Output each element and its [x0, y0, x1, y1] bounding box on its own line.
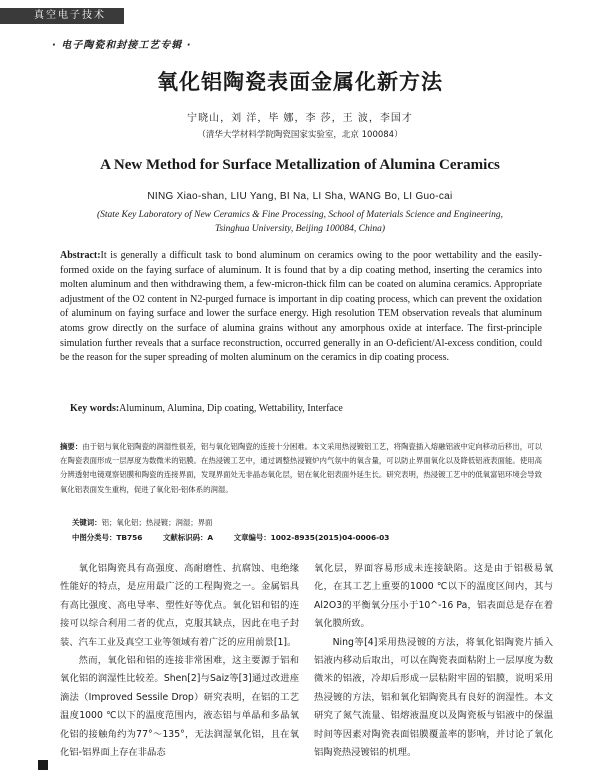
affiliation-english-line1: (State Key Laboratory of New Ceramics & Fine Processing, School of Materials Science and Engineering, — [97, 210, 503, 220]
abstract-chinese-text: 由于铝与氧化铝陶瓷的润湿性很差，铝与氧化铝陶瓷的连接十分困难。本文采用热浸镀铝工艺，将陶瓷插入熔融铝液中定向移动后移出，可以在陶瓷表面形成一层厚度为数微米的铝膜。在热浸镀工艺中，通过调整热浸镀炉内气氛中的氧含量，可以防止界面氧化以及降低铝液表面能。使用高分辨透射电镜观察铝膜和陶瓷的连接界面，发现界面处无非晶态氧化层，铝在氧化铝表面外延生长。研究表明，热浸镀工艺中的低氧富铝环境会导致氧化铝表面发生重构，促进了氧化铝-铝体系的润湿。 — [60, 442, 542, 494]
journal-name: 真空电子技术 — [0, 8, 124, 24]
body-right-column — [314, 560, 553, 762]
body-left-paragraph-2: 然而，氧化铝和铝的连接非常困难，这主要源于铝和氧化铝的润湿性比较差。Shen[2]与Saiz等[3]通过改进座滴法（Improved Sessile Drop）研究表明，在铝的工艺温度1000 ℃以下的温度范围内，液态铝与单晶和多晶氧化铝的接触角约为77°～135°，无法润湿氧化铝，且在氧化铝-铝界面上存在非晶态 — [60, 655, 299, 759]
title-chinese: 氧化铝陶瓷表面金属化新方法 — [157, 70, 443, 94]
keywords-english — [70, 403, 540, 414]
keywords-chinese — [72, 517, 212, 528]
abstract-chinese — [60, 440, 542, 497]
body-right-paragraph-1: 氧化层，界面容易形成未连接缺陷。这是由于铝极易氧化，在其工艺上重要的1000 ℃以下的温度区间内，其与Al2O3的平衡氧分压小于10^-16 Pa，铝表面总是存在着氧化膜所致。 — [314, 563, 553, 630]
article-number: 文章编号：1002-8935(2015)04-0006-03 — [233, 533, 390, 542]
body-right-paragraph-2: Ning等[4]采用热浸镀的方法，将氧化铝陶瓷片插入铝液内移动后取出，可以在陶瓷表面粘附上一层厚度为数微米的铝液，冷却后形成一层粘附牢固的铝膜，说明采用热浸镀的方法，铝和氧化铝陶瓷具有良好的润湿性。本文研究了氮气流量、铝熔液温度以及陶瓷板与铝液中的保温时间等因素对陶瓷表面铝膜覆盖率的影响，并讨论了氧化铝陶瓷热浸镀铝的机理。 — [314, 636, 553, 759]
abstract-english — [60, 249, 542, 366]
keywords-english-text: Aluminum, Alumina, Dip coating, Wettability, Interface — [119, 403, 343, 414]
abstract-english-label: Abstract: — [60, 250, 101, 261]
affiliation-english-line2: Tsinghua University, Beijing 100084, China) — [214, 224, 386, 234]
affiliation-english — [60, 208, 540, 236]
title-english: A New Method for Surface Metallization of Alumina Ceramics — [100, 157, 500, 173]
affiliation-chinese: （清华大学材料学院陶瓷国家实验室，北京 100084） — [197, 130, 403, 140]
special-column-label: · 电子陶瓷和封接工艺专辑 · — [52, 40, 192, 51]
abstract-english-text: It is generally a difficult task to bond aluminum on ceramics owing to the poor wettability and the easily-formed oxide on the faying surface of aluminum. It is found that by a dip coating method, inserting the ceramics into molten aluminum and then withdrawing them, a few-micron-thick film can be coated on alumina ceramics. Appropriate adjustment of the O2 content in N2-purged furnace is important in dip coating process, which can prevent the oxidation of aluminum on faying surface and lower the surface energy. High resolution TEM observation reveals that aluminum atoms grow directly on the surface of alumina grains without any amorphous oxide at interface. The first-principle simulation further reveals that a surface reconstruction, occurred generally in an O-deficient/Al-excess condition, could be the reason for the super spreading of molten aluminum on the ceramics in dip coating process. — [60, 250, 542, 364]
authors-chinese: 宁晓山，刘 洋，毕 娜，李 莎，王 波，李国才 — [187, 113, 413, 124]
page-corner-mark — [38, 760, 48, 770]
keywords-english-label: Key words: — [70, 403, 120, 414]
body-left-column — [60, 560, 299, 762]
clc-number: 中图分类号：TB756 — [72, 533, 143, 542]
authors-english: NING Xiao-shan, LIU Yang, BI Na, LI Sha, WANG Bo, LI Guo-cai — [147, 191, 453, 202]
body-left-paragraph-1: 氧化铝陶瓷具有高强度、高耐磨性、抗腐蚀、电绝缘性能好的特点，是应用最广泛的工程陶瓷之一。金属铝具有高比强度、高电导率、塑性好等优点。氧化铝和铝的连接可以综合利用二者的优点，克服其缺点，因此在电子封装、汽车工业及真空工业等领域有着广泛的应用前景[1]。 — [60, 563, 299, 648]
keywords-chinese-label: 关键词： — [72, 518, 102, 527]
abstract-chinese-label: 摘要： — [60, 442, 83, 451]
classification-line — [72, 532, 405, 543]
keywords-chinese-text: 铝；氧化铝；热浸镀；润湿；界面 — [101, 518, 213, 527]
document-code: 文献标识码：A — [163, 533, 214, 542]
